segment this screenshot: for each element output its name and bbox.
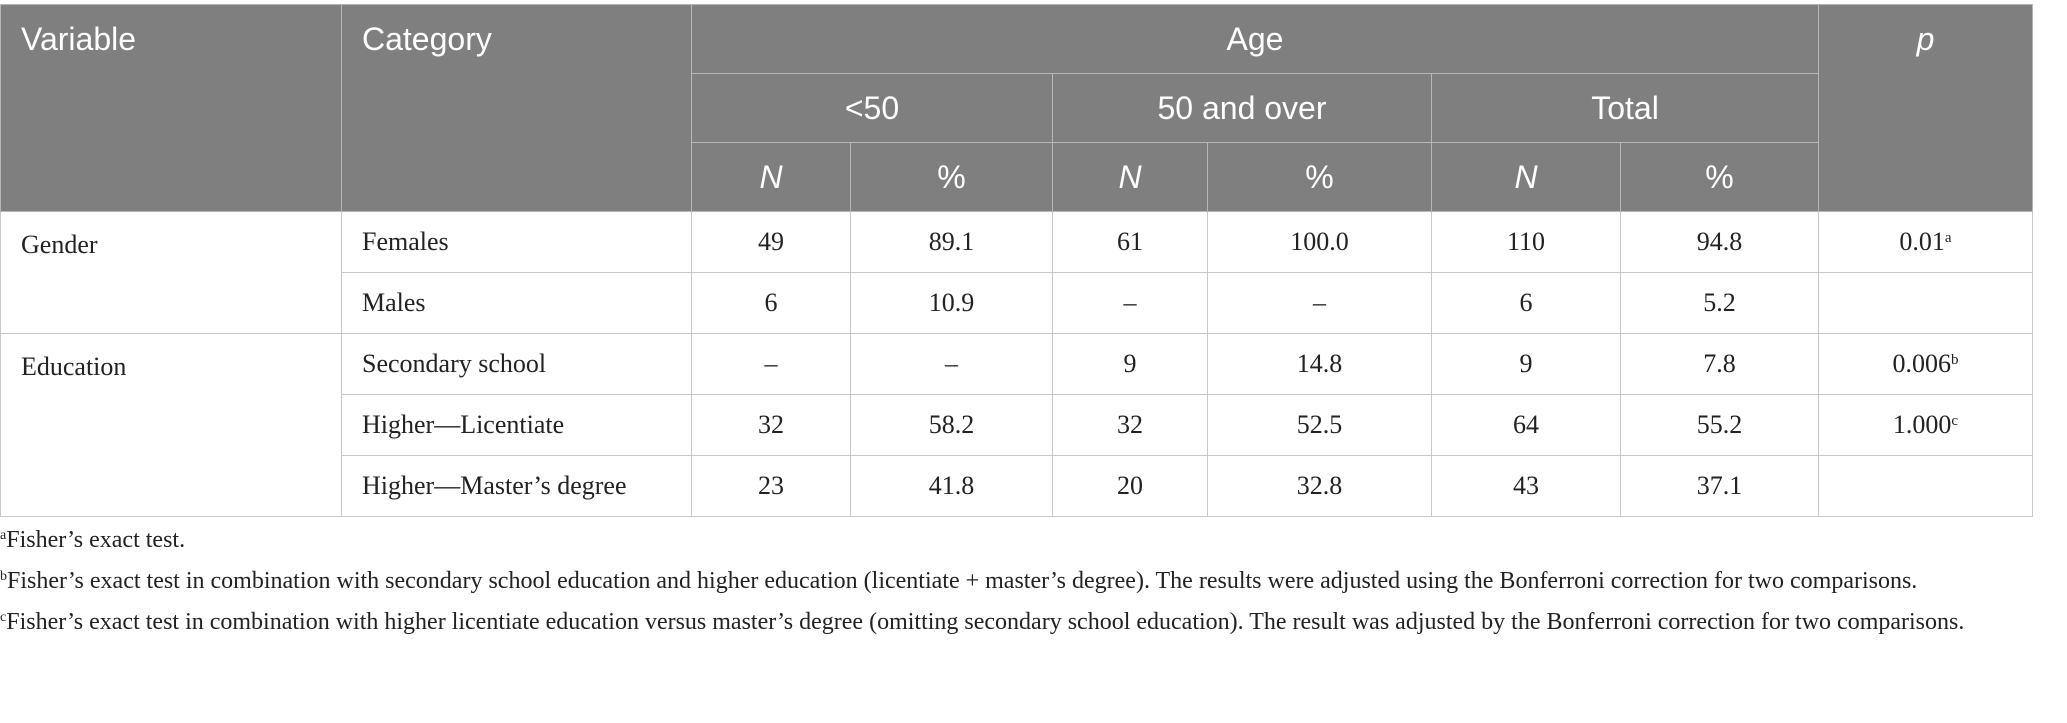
pct-total-cell: 7.8 — [1621, 334, 1819, 395]
table-row — [1, 334, 2033, 395]
table-footnotes — [0, 523, 2067, 640]
n-under-50-cell: 23 — [692, 456, 851, 517]
n-under-50-cell: 6 — [692, 273, 851, 334]
variable-cell: Gender — [1, 212, 342, 334]
pct-50-over-cell: 100.0 — [1208, 212, 1432, 273]
n-50-over-cell: 61 — [1053, 212, 1208, 273]
category-cell: Higher—Master’s degree — [342, 456, 692, 517]
header-percent: % — [851, 143, 1053, 212]
n-total-cell: 110 — [1432, 212, 1621, 273]
pct-under-50-cell: 89.1 — [851, 212, 1053, 273]
header-percent: % — [1208, 143, 1432, 212]
p-value-footnote-mark: c — [1951, 413, 1959, 429]
header-variable: Variable — [1, 5, 342, 212]
header-n: N — [692, 143, 851, 212]
category-cell: Males — [342, 273, 692, 334]
n-50-over-cell: – — [1053, 273, 1208, 334]
p-value-cell — [1819, 456, 2033, 517]
n-total-cell: 43 — [1432, 456, 1621, 517]
p-value-cell — [1819, 334, 2033, 395]
footnote-b — [0, 564, 2047, 599]
pct-total-cell: 5.2 — [1621, 273, 1819, 334]
header-group-total: Total — [1432, 74, 1819, 143]
category-cell: Females — [342, 212, 692, 273]
n-50-over-cell: 32 — [1053, 395, 1208, 456]
pct-under-50-cell: 58.2 — [851, 395, 1053, 456]
footnote-text: Fisher’s exact test in combination with secondary school education and higher education (licentiate + master’s degree). The results were adjusted using the Bonferroni correction for two comparisons. — [7, 568, 1918, 594]
n-total-cell: 64 — [1432, 395, 1621, 456]
p-value: 0.01 — [1899, 227, 1945, 256]
pct-50-over-cell: 14.8 — [1208, 334, 1432, 395]
p-value: 1.000 — [1892, 410, 1952, 439]
pct-50-over-cell: 52.5 — [1208, 395, 1432, 456]
p-value-footnote-mark: b — [1951, 352, 1959, 368]
n-under-50-cell: 32 — [692, 395, 851, 456]
n-total-cell: 6 — [1432, 273, 1621, 334]
header-row-1 — [1, 5, 2033, 74]
pct-under-50-cell: 10.9 — [851, 273, 1053, 334]
pct-total-cell: 55.2 — [1621, 395, 1819, 456]
n-50-over-cell: 20 — [1053, 456, 1208, 517]
pct-50-over-cell: 32.8 — [1208, 456, 1432, 517]
n-under-50-cell: – — [692, 334, 851, 395]
footnote-text: Fisher’s exact test. — [6, 527, 186, 553]
header-n: N — [1432, 143, 1621, 212]
footnote-a — [0, 523, 2047, 558]
footnote-mark: c — [0, 610, 7, 625]
category-cell: Higher—Licentiate — [342, 395, 692, 456]
table-row — [1, 212, 2033, 273]
pct-under-50-cell: 41.8 — [851, 456, 1053, 517]
header-percent: % — [1621, 143, 1819, 212]
footnote-mark: a — [0, 528, 7, 543]
n-50-over-cell: 9 — [1053, 334, 1208, 395]
pct-50-over-cell: – — [1208, 273, 1432, 334]
p-value-cell — [1819, 395, 2033, 456]
category-cell: Secondary school — [342, 334, 692, 395]
n-under-50-cell: 49 — [692, 212, 851, 273]
p-value-cell — [1819, 212, 2033, 273]
header-category: Category — [342, 5, 692, 212]
p-value: 0.006 — [1892, 349, 1951, 378]
header-age: Age — [692, 5, 1819, 74]
footnote-mark: b — [0, 569, 7, 584]
p-value-cell — [1819, 273, 2033, 334]
pct-total-cell: 94.8 — [1621, 212, 1819, 273]
pct-total-cell: 37.1 — [1621, 456, 1819, 517]
footnote-c — [0, 605, 2047, 640]
p-value-footnote-mark: a — [1944, 230, 1952, 246]
header-group-50-and-over: 50 and over — [1053, 74, 1432, 143]
n-total-cell: 9 — [1432, 334, 1621, 395]
demographics-table — [0, 4, 2033, 517]
footnote-text: Fisher’s exact test in combination with higher licentiate education versus master’s degree (omitting secondary school education). The result was adjusted by the Bonferroni correction for two comparisons. — [6, 609, 1965, 635]
header-n: N — [1053, 143, 1208, 212]
header-p: p — [1819, 5, 2033, 212]
variable-cell: Education — [1, 334, 342, 517]
pct-under-50-cell: – — [851, 334, 1053, 395]
header-group-under-50: <50 — [692, 74, 1053, 143]
